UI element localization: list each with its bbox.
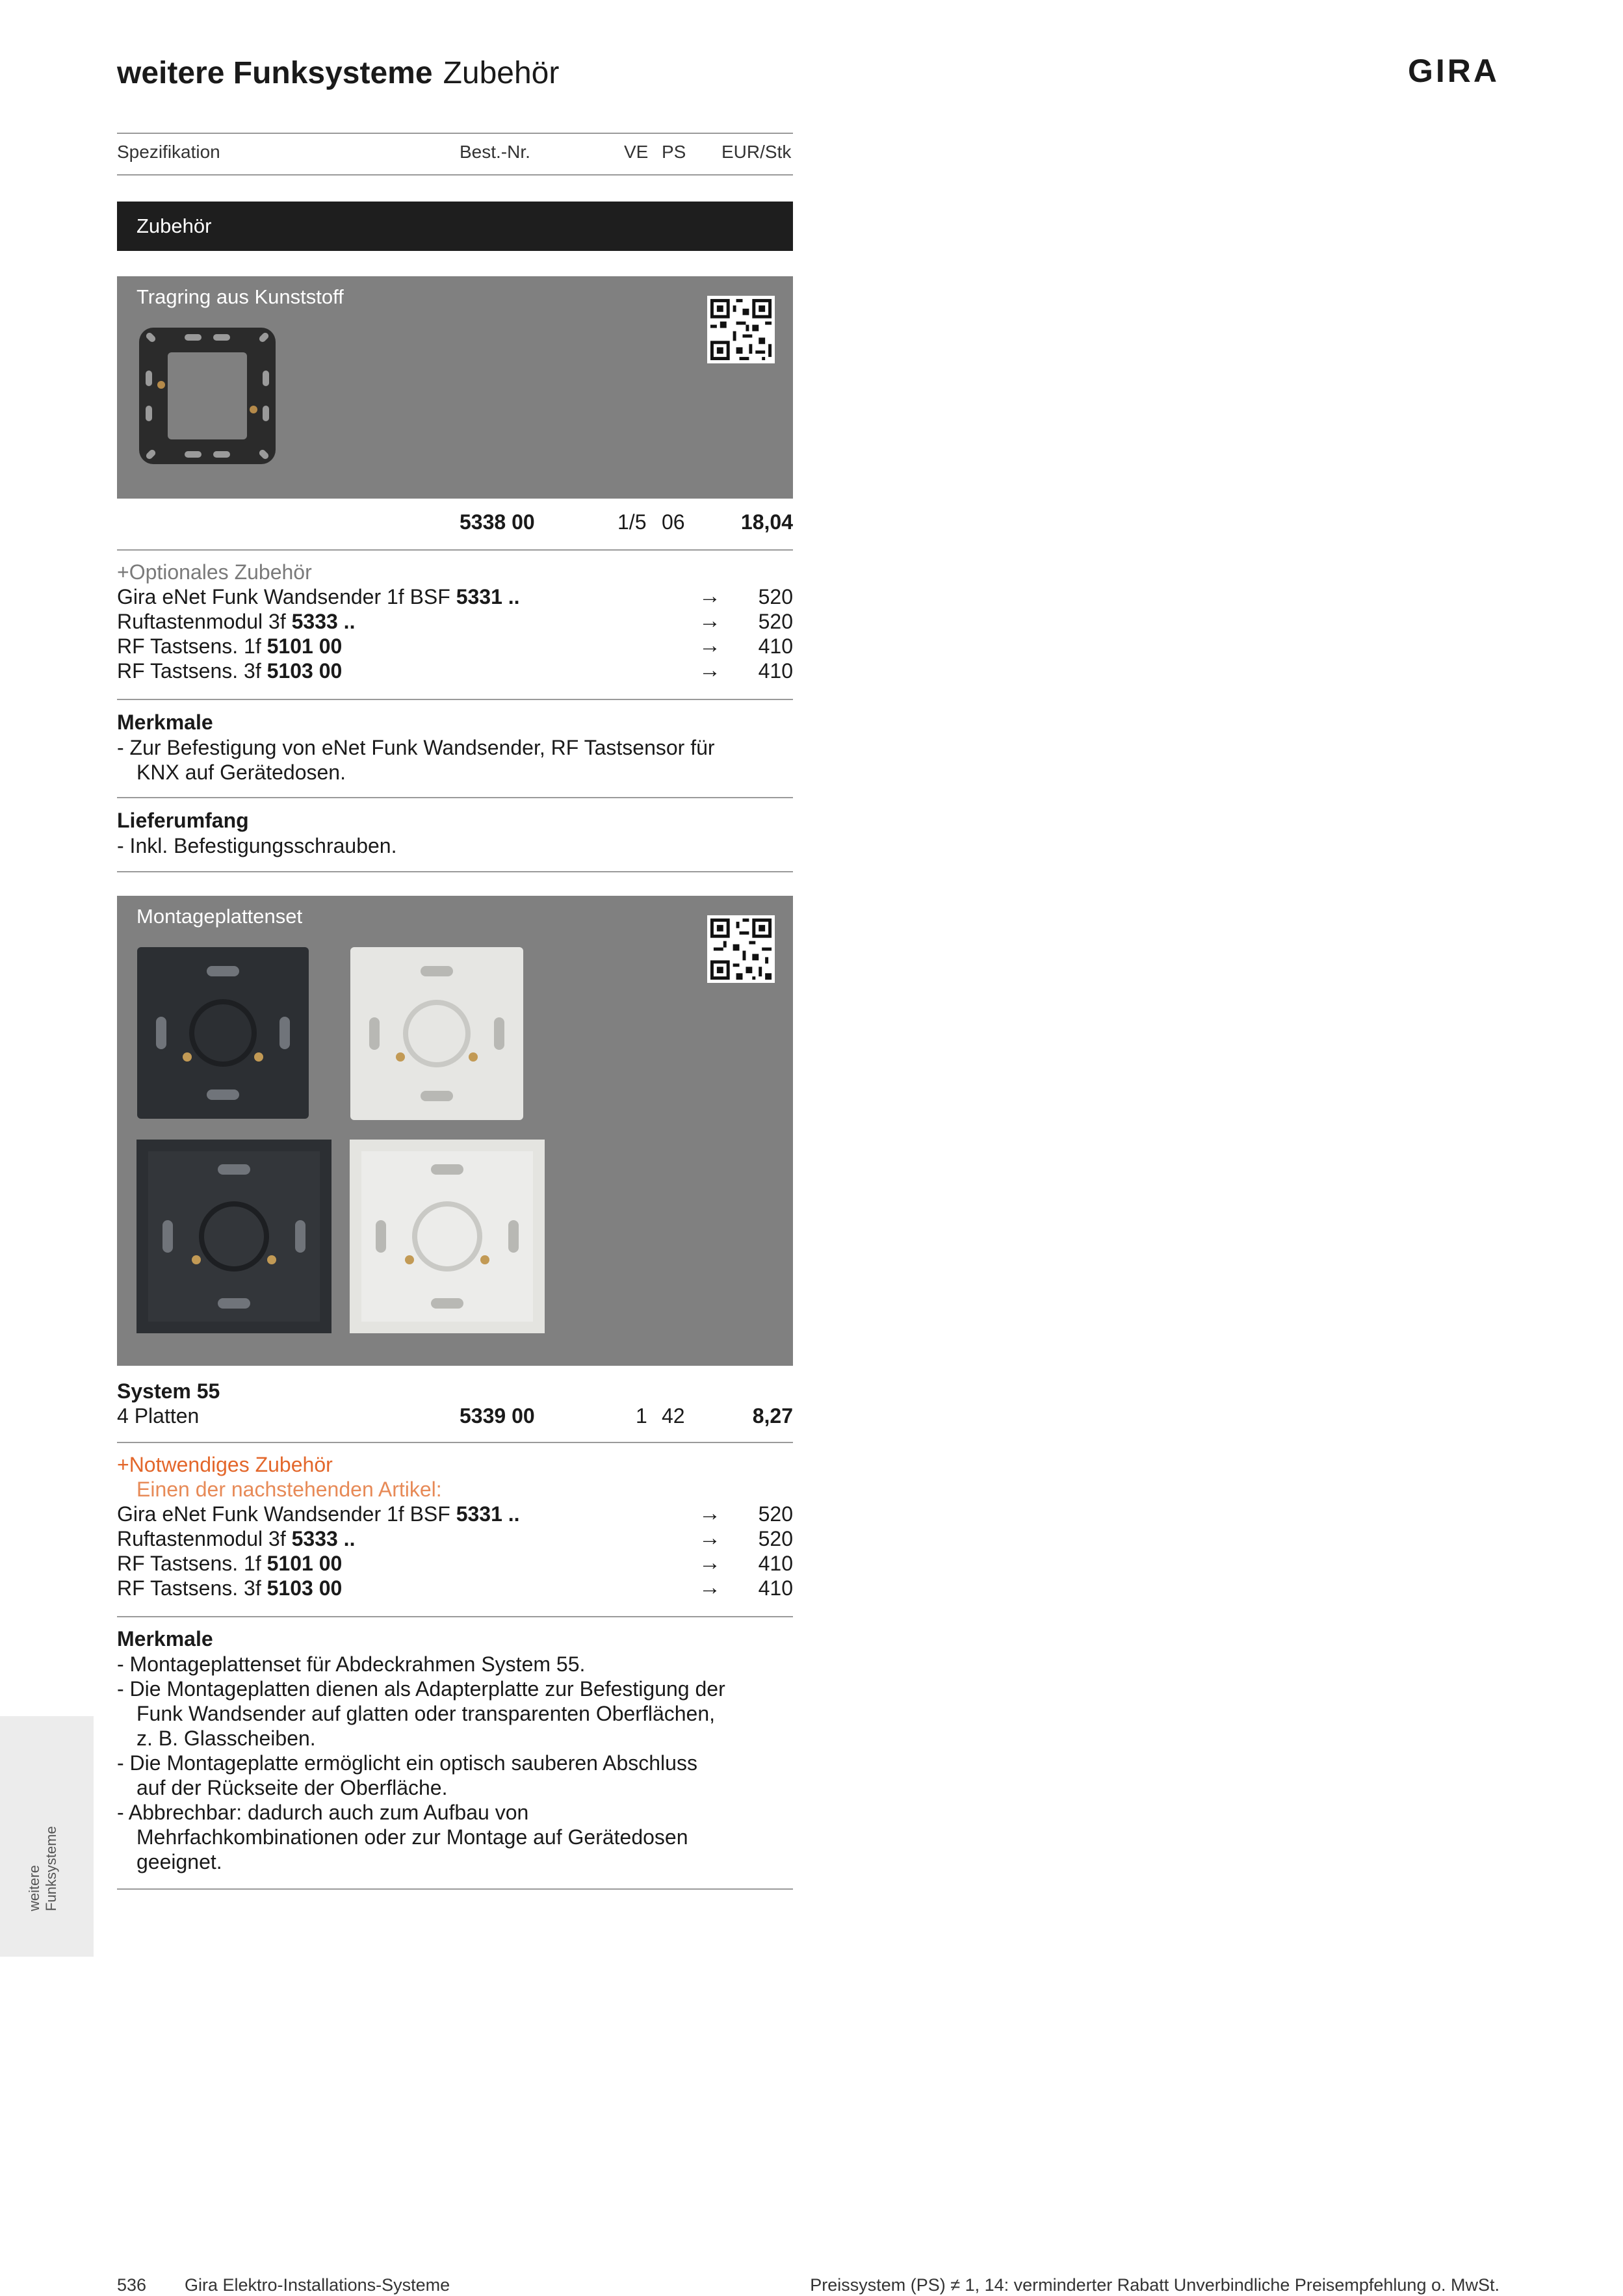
- features-heading: Merkmale: [117, 711, 213, 734]
- mounting-plate-dark-square-image: [136, 1140, 331, 1333]
- column-price: EUR/Stk: [721, 142, 792, 162]
- packing-unit: 1: [636, 1404, 647, 1428]
- page-number: 536: [117, 2275, 147, 2295]
- arrow-right-icon: →: [699, 633, 721, 658]
- optional-accessories-heading: +Optionales Zubehör: [117, 560, 312, 584]
- feature-line: - Abbrechbar: dadurch auch zum Aufbau von: [117, 1801, 529, 1824]
- variant-description: 4 Platten: [117, 1404, 200, 1428]
- feature-line: - Die Montageplatte ermöglicht ein optisch sauberen Abschluss: [117, 1751, 697, 1775]
- brand-logo: GIRA: [1408, 53, 1500, 89]
- accessory-item[interactable]: RF Tastsens. 3f 5103 00: [117, 659, 343, 683]
- feature-line: - Montageplattenset für Abdeckrahmen System 55.: [117, 1652, 586, 1676]
- page-reference[interactable]: 520: [758, 610, 793, 633]
- feature-line: geeignet.: [136, 1850, 222, 1873]
- page-title: [117, 51, 559, 96]
- product-title: Tragring aus Kunststoff: [136, 285, 344, 308]
- mounting-plate-white-square-image: [350, 1140, 545, 1333]
- feature-line: KNX auf Gerätedosen.: [136, 761, 346, 784]
- packing-unit: 1/5: [617, 510, 647, 534]
- feature-line: Mehrfachkombinationen oder zur Montage auf Gerätedosen: [136, 1825, 688, 1849]
- scope-line: - Inkl. Befestigungsschrauben.: [117, 834, 397, 857]
- accessory-item[interactable]: Gira eNet Funk Wandsender 1f BSF 5331 ..: [117, 1502, 520, 1526]
- divider: [117, 871, 793, 872]
- required-accessories-subheading: Einen der nachstehenden Artikel:: [136, 1478, 442, 1501]
- page-reference[interactable]: 410: [758, 1576, 793, 1600]
- features-heading: Merkmale: [117, 1627, 213, 1650]
- section-header: Zubehör: [117, 202, 793, 251]
- required-accessories-heading: +Notwendiges Zubehör: [117, 1453, 333, 1476]
- side-chapter-tab[interactable]: [0, 1716, 94, 1957]
- price: 18,04: [740, 510, 793, 534]
- page-reference[interactable]: 520: [758, 1527, 793, 1550]
- page-reference[interactable]: 410: [758, 1552, 793, 1575]
- page-reference[interactable]: 410: [758, 659, 793, 683]
- arrow-right-icon: →: [699, 608, 721, 633]
- mounting-plate-white-image: [350, 946, 524, 1121]
- page-title-light: Zubehör: [443, 56, 560, 90]
- page-reference[interactable]: 520: [758, 1502, 793, 1526]
- arrow-right-icon: →: [699, 1526, 721, 1550]
- divider: [117, 1888, 793, 1890]
- arrow-right-icon: →: [699, 1501, 721, 1526]
- accessory-item[interactable]: Ruftastenmodul 3f 5333 ..: [117, 1527, 356, 1550]
- feature-line: - Zur Befestigung von eNet Funk Wandsender, RF Tastsensor für: [117, 736, 715, 759]
- footer-catalog: Gira Elektro-Installations-Systeme: [185, 2275, 450, 2295]
- plus-icon: +: [117, 560, 129, 584]
- mounting-plate-dark-image: [136, 946, 309, 1119]
- order-number: 5338 00: [460, 510, 535, 534]
- divider: [117, 549, 793, 551]
- divider: [117, 1616, 793, 1617]
- column-ve: VE: [624, 142, 649, 162]
- support-ring-image: [136, 325, 278, 467]
- feature-line: z. B. Glasscheiben.: [136, 1727, 316, 1750]
- feature-line: auf der Rückseite der Oberfläche.: [136, 1776, 448, 1799]
- accessory-item[interactable]: Gira eNet Funk Wandsender 1f BSF 5331 ..: [117, 585, 520, 608]
- page-title-bold: weitere Funksysteme: [117, 56, 433, 90]
- arrow-right-icon: →: [699, 1550, 721, 1575]
- plus-icon: +: [117, 1453, 129, 1476]
- arrow-right-icon: →: [699, 584, 721, 608]
- qr-code-icon[interactable]: [707, 915, 775, 983]
- page-reference[interactable]: 520: [758, 585, 793, 608]
- feature-line: Funk Wandsender auf glatten oder transparenten Oberflächen,: [136, 1702, 716, 1725]
- order-number: 5339 00: [460, 1404, 535, 1428]
- divider: [117, 133, 793, 134]
- product-title: Montageplattenset: [136, 905, 303, 928]
- accessory-item[interactable]: RF Tastsens. 1f 5101 00: [117, 634, 343, 658]
- price-system: 42: [662, 1404, 685, 1428]
- divider: [117, 699, 793, 700]
- column-ps: PS: [662, 142, 686, 162]
- divider: [117, 174, 793, 176]
- variant-label: System 55: [117, 1379, 220, 1403]
- price-system: 06: [662, 510, 685, 534]
- divider: [117, 1442, 793, 1443]
- accessory-item[interactable]: RF Tastsens. 1f 5101 00: [117, 1552, 343, 1575]
- column-best-nr: Best.-Nr.: [460, 142, 530, 162]
- accessory-item[interactable]: RF Tastsens. 3f 5103 00: [117, 1576, 343, 1600]
- accessory-item[interactable]: Ruftastenmodul 3f 5333 ..: [117, 610, 356, 633]
- scope-heading: Lieferumfang: [117, 809, 249, 832]
- page-reference[interactable]: 410: [758, 634, 793, 658]
- qr-code-icon[interactable]: [707, 296, 775, 363]
- product-image-panel: [117, 896, 793, 1366]
- column-spec: Spezifikation: [117, 142, 220, 162]
- side-tab-label: weitere Funksysteme: [26, 1826, 59, 1911]
- price: 8,27: [752, 1404, 793, 1428]
- divider: [117, 797, 793, 798]
- arrow-right-icon: →: [699, 658, 721, 683]
- feature-line: - Die Montageplatten dienen als Adapterplatte zur Befestigung der: [117, 1677, 725, 1701]
- product-image-panel: [117, 276, 793, 499]
- arrow-right-icon: →: [699, 1575, 721, 1600]
- footer-note: Preissystem (PS) ≠ 1, 14: verminderter Rabatt Unverbindliche Preisempfehlung o. MwSt.: [810, 2275, 1500, 2295]
